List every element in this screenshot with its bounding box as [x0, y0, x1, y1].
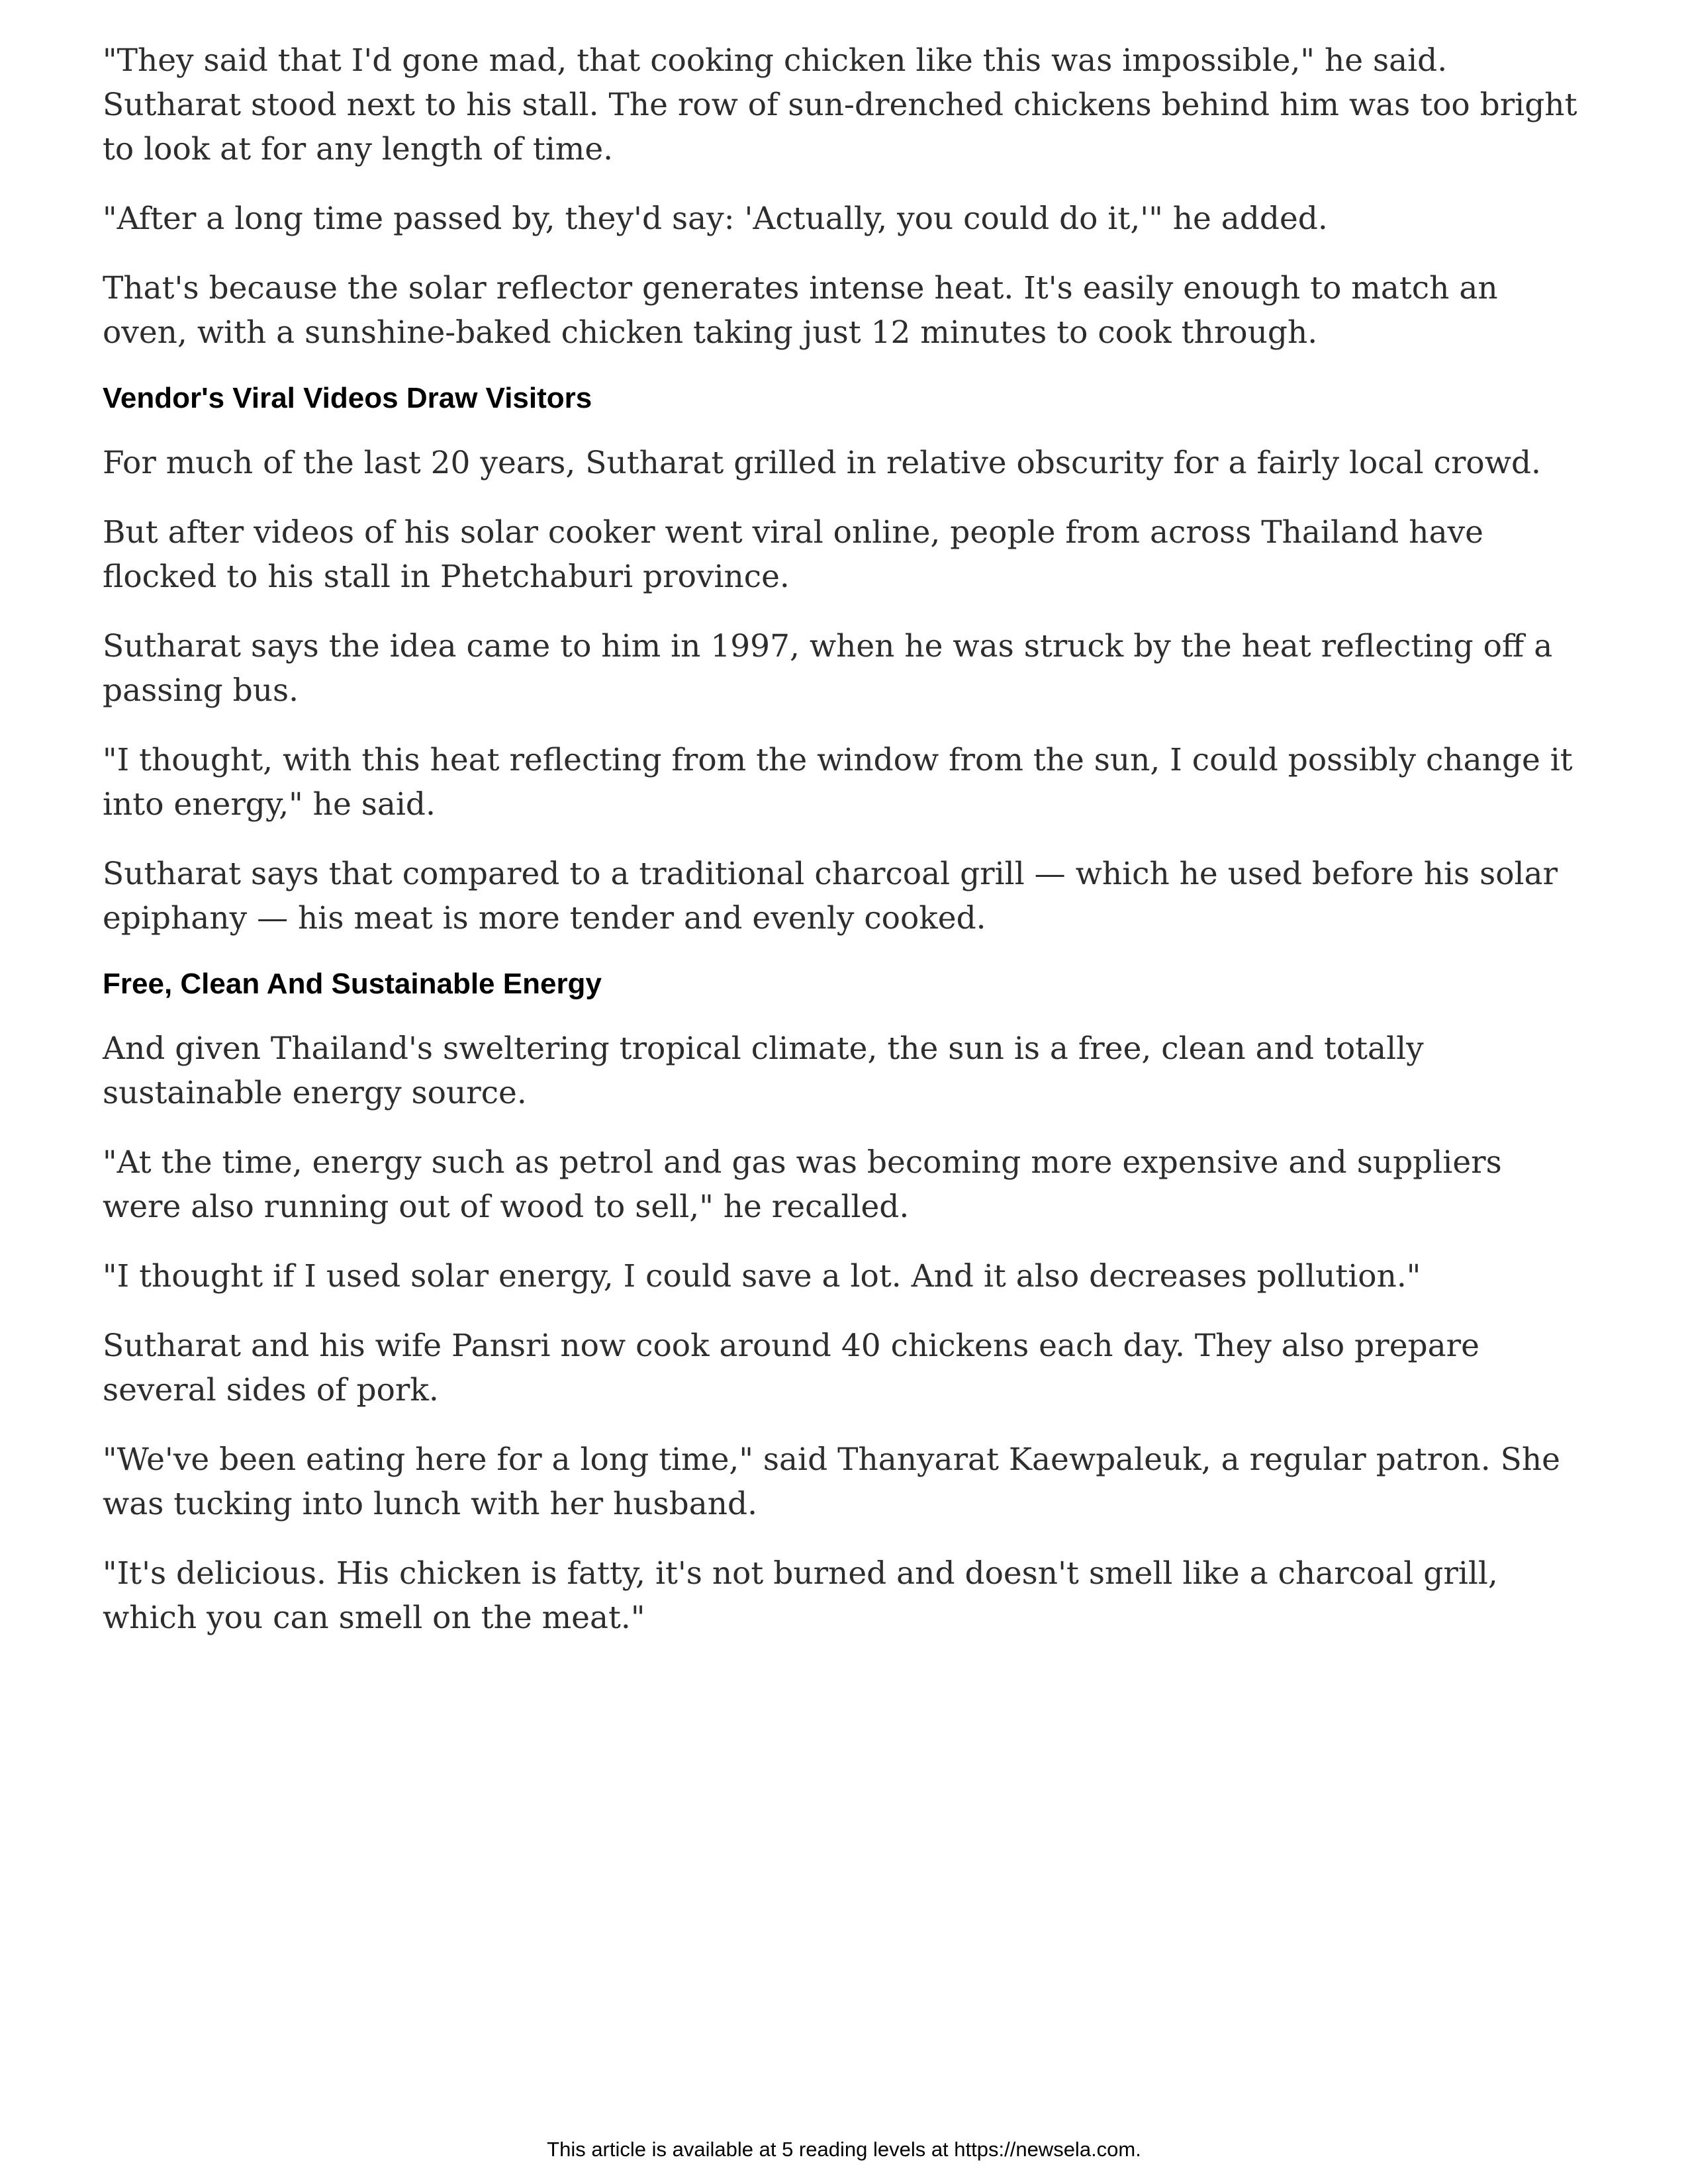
section-heading: Vendor's Viral Videos Draw Visitors	[103, 382, 592, 414]
section-heading: Free, Clean And Sustainable Energy	[103, 968, 602, 1000]
paragraph: Sutharat and his wife Pansri now cook around 40 chickens each day. They also prepare several sides of pork.	[103, 1328, 1479, 1408]
paragraph: "They said that I'd gone mad, that cooking chicken like this was impossible," he said. Sutharat stood next to his stall. The row of sun-drenched chickens behind him was too bright to look at for any length of time.	[103, 42, 1577, 167]
paragraph: "It's delicious. His chicken is fatty, it's not burned and doesn't smell like a charcoal grill, which you can smell on the meat."	[103, 1555, 1498, 1636]
paragraph: "We've been eating here for a long time," said Thanyarat Kaewpaleuk, a regular patron. She was tucking into lunch with her husband.	[103, 1441, 1560, 1522]
paragraph: "I thought if I used solar energy, I could save a lot. And it also decreases pollution."	[103, 1258, 1421, 1295]
paragraph: That's because the solar reflector generates intense heat. It's easily enough to match an oven, with a sunshine-baked chicken taking just 12 minutes to cook through.	[103, 270, 1498, 351]
paragraph: But after videos of his solar cooker went viral online, people from across Thailand have flocked to his stall in Phetchaburi province.	[103, 514, 1483, 595]
paragraph: "After a long time passed by, they'd say: 'Actually, you could do it,'" he added.	[103, 201, 1328, 237]
article-body	[103, 38, 1585, 1665]
paragraph: "I thought, with this heat reflecting from the window from the sun, I could possibly change it into energy," he said.	[103, 742, 1573, 823]
page-footer: This article is available at 5 reading levels at https://newsela.com.	[547, 2138, 1141, 2161]
paragraph: Sutharat says the idea came to him in 1997, when he was struck by the heat reflecting off a passing bus.	[103, 628, 1553, 709]
paragraph: For much of the last 20 years, Sutharat grilled in relative obscurity for a fairly local crowd.	[103, 445, 1541, 481]
paragraph: "At the time, energy such as petrol and gas was becoming more expensive and suppliers were also running out of wood to sell," he recalled.	[103, 1144, 1502, 1225]
paragraph: And given Thailand's sweltering tropical climate, the sun is a free, clean and totally sustainable energy source.	[103, 1030, 1424, 1111]
paragraph: Sutharat says that compared to a traditional charcoal grill — which he used before his solar epiphany — his meat is more tender and evenly cooked.	[103, 856, 1558, 936]
